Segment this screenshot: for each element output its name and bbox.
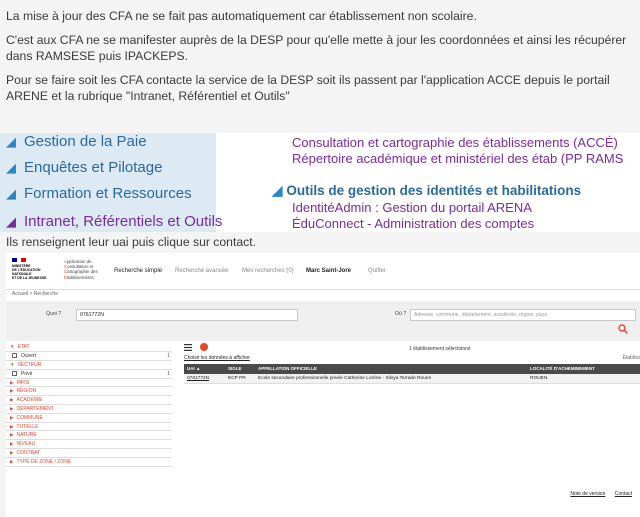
link-ramsese[interactable]: Répertoire académique et ministériel des étab (PP RAMS bbox=[292, 151, 624, 166]
filter-section-secteur[interactable]: ▼ SECTEUR bbox=[6, 361, 172, 370]
app-header bbox=[6, 253, 640, 290]
info-paragraph-3: Pour se faire soit les CFA contacte la service de la DESP soit ils passent par l'application ACCE depuis le portail ARENE et la rubrique "Intranet, Référentiel et Outils" bbox=[6, 73, 610, 103]
app-title: Application de Consultation et Cartographie des Établissements bbox=[64, 259, 98, 280]
what-label: Quoi ? bbox=[46, 311, 62, 317]
arrow-icon: ◢ bbox=[272, 183, 283, 198]
filter-section-nature[interactable]: ▶ NATURE bbox=[6, 431, 172, 440]
filter-option-label: Ouvert bbox=[21, 352, 37, 359]
filter-section-tutelle[interactable]: ▶ TUTELLE bbox=[6, 423, 172, 432]
link-identite-admin[interactable]: IdentitéAdmin : Gestion du portail ARENA bbox=[292, 200, 532, 215]
filter-option-label: Privé bbox=[21, 370, 33, 377]
triangle-right-icon: ▶ bbox=[10, 449, 14, 455]
filter-section-niveau[interactable]: ▶ NIVEAU bbox=[6, 440, 172, 449]
checkbox[interactable] bbox=[12, 371, 17, 376]
filter-option[interactable] bbox=[6, 370, 172, 379]
search-bar bbox=[6, 301, 640, 341]
filter-section-d-partement[interactable]: ▶ DÉPARTEMENT bbox=[6, 405, 172, 414]
triangle-right-icon: ▶ bbox=[10, 388, 14, 394]
arrow-icon: ◢ bbox=[6, 186, 16, 201]
list-view-icon[interactable] bbox=[184, 344, 192, 351]
filter-section-etat[interactable]: ▼ ETAT bbox=[6, 343, 172, 352]
link-educonnect[interactable]: ÉduConnect - Administration des comptes bbox=[292, 216, 535, 231]
triangle-right-icon: ▶ bbox=[10, 423, 14, 429]
triangle-right-icon: ▶ bbox=[10, 458, 14, 464]
arena-portal-screenshot bbox=[0, 133, 640, 232]
choose-columns-link[interactable]: Choisir les données à afficher bbox=[184, 355, 250, 361]
app-footer bbox=[562, 491, 632, 497]
filter-option-count: 1 bbox=[167, 352, 170, 359]
where-label: Où ? bbox=[395, 311, 407, 317]
cell-localite: ROUEN bbox=[530, 376, 548, 381]
arrow-icon: ◢ bbox=[6, 160, 16, 175]
triangle-right-icon: ▶ bbox=[10, 414, 14, 420]
table-header bbox=[184, 364, 640, 374]
filter-panel bbox=[6, 343, 172, 467]
info-paragraph-1: La mise à jour des CFA ne se fait pas automatiquement car établissement non scolaire. bbox=[6, 9, 477, 23]
column-header-appellation[interactable]: APPELLATION OFFICIELLE bbox=[258, 366, 317, 371]
filter-section-contrat[interactable]: ▶ CONTRAT bbox=[6, 449, 172, 458]
triangle-right-icon: ▶ bbox=[10, 405, 14, 411]
result-count: 1 établissement sélectionné bbox=[409, 346, 471, 352]
filter-section-r-gion[interactable]: ▶ RÉGION bbox=[6, 387, 172, 396]
filter-option-count: 1 bbox=[167, 370, 170, 377]
column-header-localite[interactable]: LOCALITÉ D'ACHEMINEMENT bbox=[530, 366, 595, 371]
ministry-logo[interactable]: MINISTÈRE DE L'ÉDUCATION NATIONALE ET DE LA JEUNESSE bbox=[12, 258, 52, 284]
triangle-right-icon: ▶ bbox=[10, 379, 14, 385]
link-acce[interactable]: Consultation et cartographie des établissements (ACCÉ) bbox=[292, 135, 618, 150]
filter-section-type-de-zone-zone[interactable]: ▶ TYPE DE ZONE / ZONE bbox=[6, 458, 172, 467]
search-icon[interactable] bbox=[618, 324, 628, 334]
column-header-sigle[interactable]: SIGLE bbox=[228, 366, 242, 371]
breadcrumb[interactable]: Accueil > Recherche bbox=[12, 291, 58, 297]
cell-sigle: ECP PR bbox=[228, 376, 246, 381]
what-input[interactable]: 0761772N bbox=[76, 309, 298, 321]
filter-section-commune[interactable]: ▶ COMMUNE bbox=[6, 414, 172, 423]
arrow-icon: ◢ bbox=[6, 134, 16, 149]
etablissement-label: Établiss bbox=[622, 355, 640, 361]
menu-item-paie[interactable]: ◢ Gestion de la Paie bbox=[6, 133, 147, 150]
menu-item-enquetes[interactable]: ◢ Enquêtes et Pilotage bbox=[6, 159, 163, 176]
nav-user[interactable]: Marc Saint-Jore bbox=[306, 268, 352, 274]
portal-left-menu bbox=[0, 133, 223, 232]
triangle-right-icon: ▶ bbox=[10, 441, 14, 447]
nav-advanced-search[interactable]: Recherche avancée bbox=[175, 268, 229, 274]
nav-my-searches[interactable]: Mes recherches (0) bbox=[242, 268, 294, 274]
acce-app-screenshot bbox=[6, 253, 640, 517]
where-input[interactable]: Adresse, commune, département, académie, région, pays bbox=[410, 309, 636, 321]
info-paragraph-4: Ils renseignent leur uai puis clique sur contact. bbox=[6, 235, 256, 249]
nav-quit[interactable]: Quitter bbox=[368, 268, 387, 274]
menu-item-intranet[interactable]: ◢ Intranet, Référentiels et Outils bbox=[6, 213, 223, 230]
triangle-right-icon: ▶ bbox=[10, 432, 14, 438]
triangle-right-icon: ▶ bbox=[10, 397, 14, 403]
filter-section-pays[interactable]: ▶ PAYS bbox=[6, 379, 172, 388]
triangle-down-icon: ▼ bbox=[10, 361, 15, 367]
info-paragraph-2: C'est aux CFA ne se manifester auprès de la DESP pour qu'elle mette à jour les coordonnées et ainsi les récupérer dans RAMSESE puis IPACKEPS. bbox=[6, 33, 627, 63]
version-note-link[interactable]: Note de version bbox=[570, 491, 606, 497]
contact-link[interactable]: Contact bbox=[614, 491, 632, 497]
cell-uai[interactable]: 0761772N bbox=[187, 376, 210, 381]
french-flag-icon bbox=[12, 258, 26, 262]
menu-item-formation[interactable]: ◢ Formation et Ressources bbox=[6, 185, 192, 202]
arrow-icon: ◢ bbox=[6, 214, 16, 229]
filter-section-acad-mie[interactable]: ▶ ACADÉMIE bbox=[6, 396, 172, 405]
filter-option[interactable] bbox=[6, 352, 172, 361]
map-view-icon[interactable] bbox=[200, 343, 208, 351]
triangle-down-icon: ▼ bbox=[10, 344, 15, 349]
column-header-uai[interactable]: UAI ▲ bbox=[187, 366, 201, 371]
cell-appellation: Ecole secondaire professionnelle privée Catherine Lorène - Silvya Terrade Rouen bbox=[258, 376, 432, 381]
nav-simple-search[interactable]: Recherche simple bbox=[114, 268, 163, 274]
table-row[interactable] bbox=[184, 374, 640, 384]
checkbox[interactable] bbox=[12, 353, 17, 358]
identity-tools-heading: ◢ Outils de gestion des identités et habilitations bbox=[272, 183, 582, 198]
